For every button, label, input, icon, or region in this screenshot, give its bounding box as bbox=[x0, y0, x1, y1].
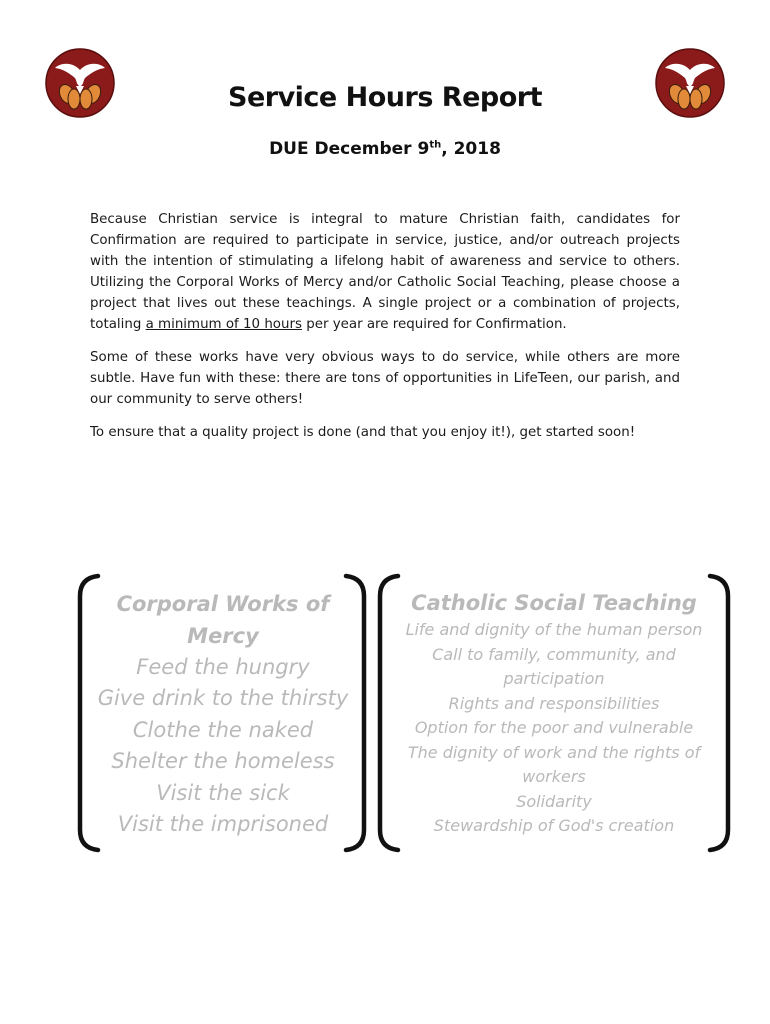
p1-after: per year are required for Confirmation. bbox=[301, 317, 567, 332]
list-item: Solidarity bbox=[516, 791, 592, 811]
due-date-prefix: DUE December 9 bbox=[269, 139, 430, 159]
corporal-works-list bbox=[92, 588, 354, 840]
paragraph-requirements bbox=[90, 209, 680, 335]
list-item: Clothe the naked bbox=[132, 717, 314, 742]
social-teaching-list bbox=[398, 588, 710, 839]
p1-before: Because Christian service is integral to mature Christian faith, candidates for Confirmation are required to participate in service, justice, and/or outreach projects with the intention of stimulating a lifelong habit of awareness and service to others. Utilizing the Corporal Works of Mercy and/or Catholic Social Teaching, please choose a project that lives out these teachings. A single project or a combination of projects, totaling bbox=[90, 212, 680, 332]
list-item: Call to family, community, and participation bbox=[432, 644, 676, 688]
list-item: Visit the imprisoned bbox=[117, 812, 329, 837]
list-item: Stewardship of God's creation bbox=[433, 816, 675, 835]
list-item: Option for the poor and vulnerable bbox=[414, 718, 694, 737]
social-teaching-heading: Catholic Social Teaching bbox=[411, 591, 697, 615]
due-date-sup: th bbox=[429, 139, 442, 151]
paragraph-fun: Some of these works have very obvious ways to do service, while others are more subtle. Have fun with these: there are tons of opportunities in LifeTeen, our parish, and our community to serve others! bbox=[90, 350, 680, 407]
paragraph-start-soon: To ensure that a quality project is done (and that you enjoy it!), get started soon! bbox=[90, 425, 636, 440]
list-item: Rights and responsibilities bbox=[448, 693, 660, 713]
list-item: Life and dignity of the human person bbox=[405, 620, 703, 639]
list-item: Shelter the homeless bbox=[111, 749, 335, 774]
page-title: Service Hours Report bbox=[228, 82, 542, 113]
minimum-hours: a minimum of 10 hours bbox=[145, 317, 302, 332]
list-item: Visit the sick bbox=[156, 780, 290, 805]
corporal-works-heading: Corporal Works of Mercy bbox=[116, 592, 330, 648]
intro-text bbox=[90, 209, 680, 455]
list-item: Feed the hungry bbox=[136, 655, 310, 679]
due-date bbox=[0, 139, 770, 159]
list-item: Give drink to the thirsty bbox=[97, 686, 349, 711]
list-item: The dignity of work and the rights of workers bbox=[407, 742, 701, 786]
due-date-suffix: , 2018 bbox=[441, 139, 501, 159]
